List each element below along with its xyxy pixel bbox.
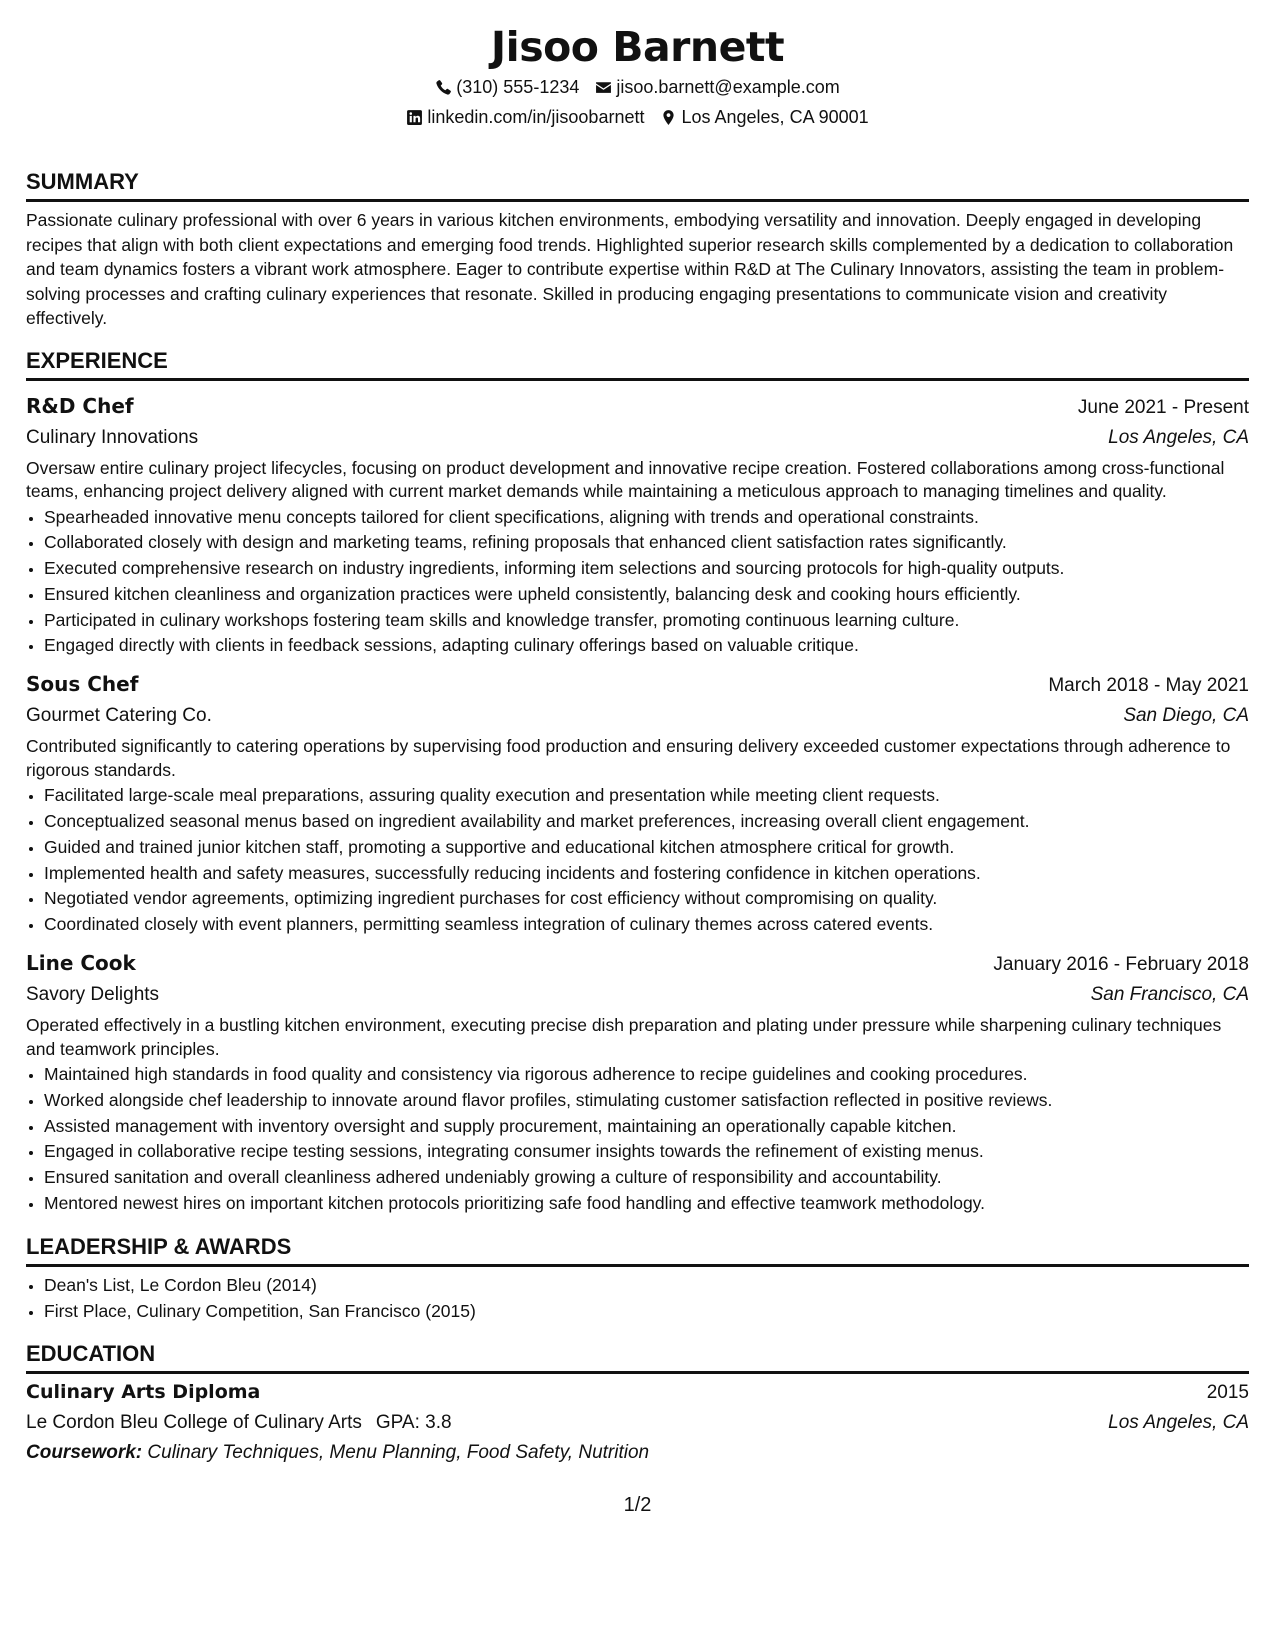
phone-contact <box>435 72 579 102</box>
location-text: Los Angeles, CA 90001 <box>681 107 869 127</box>
education-section <box>26 1340 1249 1467</box>
job-summary: Operated effectively in a bustling kitchen environment, executing precise dish preparation and plating under pressure while sharpening culinary techniques and teamwork principles. <box>26 1015 1222 1059</box>
list-item: • Mentored newest hires on important kitchen protocols prioritizing safe food handling and effective teamwork methodology. <box>44 1191 1249 1217</box>
job-role: Line Cook <box>26 951 136 976</box>
job-header <box>26 669 1249 701</box>
linkedin-contact[interactable] <box>406 102 644 132</box>
section-title: EXPERIENCE <box>26 347 1249 381</box>
job-header <box>26 391 1249 423</box>
job-role: Sous Chef <box>26 672 139 697</box>
job-entry <box>26 669 1249 938</box>
phone-text: (310) 555-1234 <box>456 77 580 97</box>
job-summary: Contributed significantly to catering operations by supervising food production and ensuring delivery exceeded customer expectations through adherence to rigorous standards. <box>26 736 1231 780</box>
job-subheader <box>26 423 1249 453</box>
list-item: • Ensured sanitation and overall cleanliness adhered undeniably growing a culture of responsibility and accountability. <box>44 1165 1249 1191</box>
envelope-icon <box>595 79 612 96</box>
coursework-label: Coursework: <box>26 1442 143 1464</box>
list-item: • First Place, Culinary Competition, San Francisco (2015) <box>44 1299 1249 1325</box>
email-text: jisoo.barnett@example.com <box>616 77 840 97</box>
linkedin-text: linkedin.com/in/jisoobarnett <box>427 107 645 127</box>
experience-section <box>26 347 1249 1217</box>
list-item: • Ensured kitchen cleanliness and organization practices were upheld consistently, balancing desk and cooking hours efficiently. <box>44 582 1249 608</box>
job-dates: March 2018 - May 2021 <box>1048 675 1249 697</box>
job-company: Savory Delights <box>26 984 160 1006</box>
list-item: • Engaged directly with clients in feedback sessions, adapting culinary offerings based on valuable critique. <box>44 633 1249 659</box>
section-title: SUMMARY <box>26 168 1249 202</box>
candidate-name: Jisoo Barnett <box>490 23 785 71</box>
school-location: Los Angeles, CA <box>1108 1412 1249 1434</box>
education-subheader <box>26 1408 1249 1438</box>
linkedin-icon <box>406 109 423 126</box>
list-item: • Maintained high standards in food quality and consistency via rigorous adherence to recipe guidelines and cooking procedures. <box>44 1062 1249 1088</box>
job-location: Los Angeles, CA <box>1108 426 1249 448</box>
map-pin-icon <box>660 109 677 126</box>
list-item: • Executed comprehensive research on industry ingredients, informing item selections and sourcing protocols for high-quality outputs. <box>44 556 1249 582</box>
education-header <box>26 1378 1249 1408</box>
job-bullets <box>26 783 1249 938</box>
list-item: • Collaborated closely with design and marketing teams, refining proposals that enhanced client satisfaction rates significantly. <box>44 530 1249 556</box>
list-item: • Engaged in collaborative recipe testing sessions, integrating consumer insights towards the refinement of existing menus. <box>44 1139 1249 1165</box>
job-entry <box>26 391 1249 660</box>
list-item: • Assisted management with inventory oversight and supply procurement, maintaining an operationally capable kitchen. <box>44 1114 1249 1140</box>
job-dates: June 2021 - Present <box>1077 396 1249 418</box>
job-company: Gourmet Catering Co. <box>26 705 212 727</box>
degree-title: Culinary Arts Diploma <box>26 1381 261 1404</box>
job-role: R&D Chef <box>26 393 134 418</box>
phone-icon <box>435 79 452 96</box>
list-item: • Implemented health and safety measures, successfully reducing incidents and fostering confidence in kitchen operations. <box>44 861 1249 887</box>
school-name: Le Cordon Bleu College of Culinary Arts <box>26 1412 362 1434</box>
contact-line-2 <box>26 102 1249 132</box>
school-info <box>26 1408 452 1438</box>
list-item: • Dean's List, Le Cordon Bleu (2014) <box>44 1273 1249 1299</box>
list-item: • Coordinated closely with event planners, permitting seamless integration of culinary themes across catered events. <box>44 912 1249 938</box>
list-item: • Participated in culinary workshops fostering team skills and knowledge transfer, promoting continuous learning culture. <box>44 608 1249 634</box>
job-subheader <box>26 980 1249 1010</box>
job-bullets <box>26 1062 1249 1217</box>
job-bullets <box>26 505 1249 660</box>
coursework-line <box>26 1438 1249 1467</box>
job-dates: January 2016 - February 2018 <box>993 954 1249 976</box>
job-subheader <box>26 701 1249 731</box>
list-item: • Negotiated vendor agreements, optimizing ingredient purchases for cost efficiency without compromising on quality. <box>44 886 1249 912</box>
page-number: 1/2 <box>623 1494 652 1516</box>
awards-list <box>26 1273 1249 1325</box>
job-location: San Diego, CA <box>1123 705 1249 727</box>
section-title: EDUCATION <box>26 1340 1249 1374</box>
gpa-text: GPA: 3.8 <box>375 1412 452 1434</box>
job-location: San Francisco, CA <box>1090 984 1249 1006</box>
summary-section <box>26 168 1249 331</box>
list-item: • Conceptualized seasonal menus based on ingredient availability and market preferences, increasing overall client engagement. <box>44 809 1249 835</box>
list-item: • Facilitated large-scale meal preparations, assuring quality execution and presentation while meeting client requests. <box>44 783 1249 809</box>
job-summary: Oversaw entire culinary project lifecycles, focusing on product development and innovative recipe creation. Fostered collaborations among cross-functional teams, enhancing project delivery aligned with current market demands while maintaining a meticulous approach to managing timelines and quality. <box>26 457 1225 501</box>
contact-line-1 <box>26 72 1249 102</box>
list-item: • Guided and trained junior kitchen staff, promoting a supportive and educational kitchen atmosphere critical for growth. <box>44 835 1249 861</box>
list-item: • Worked alongside chef leadership to innovate around flavor profiles, stimulating customer satisfaction reflected in positive reviews. <box>44 1088 1249 1114</box>
job-header <box>26 948 1249 980</box>
graduation-year: 2015 <box>1206 1382 1249 1404</box>
email-contact[interactable] <box>595 72 839 102</box>
job-entry <box>26 948 1249 1217</box>
job-company: Culinary Innovations <box>26 426 199 448</box>
summary-text: Passionate culinary professional with over 6 years in various kitchen environments, embodying versatility and innovation. Deeply engaged in developing recipes that align with both client expectations and emerging food trends. Highlighted superior research skills complemented by a dedication to collaboration and team dynamics fosters a vibrant work atmosphere. Eager to contribute expertise within R&D at The Culinary Innovators, assisting the team in problem-solving processes and crafting culinary experiences that resonate. Skilled in producing engaging presentations to communicate vision and creativity effectively. <box>26 210 1234 328</box>
awards-section <box>26 1233 1249 1325</box>
location-contact <box>660 102 868 132</box>
list-item: • Spearheaded innovative menu concepts tailored for client specifications, aligning with trends and operational constraints. <box>44 505 1249 531</box>
coursework-text: Culinary Techniques, Menu Planning, Food Safety, Nutrition <box>147 1442 650 1464</box>
section-title: LEADERSHIP & AWARDS <box>26 1233 1249 1267</box>
resume-page <box>26 22 1249 1467</box>
